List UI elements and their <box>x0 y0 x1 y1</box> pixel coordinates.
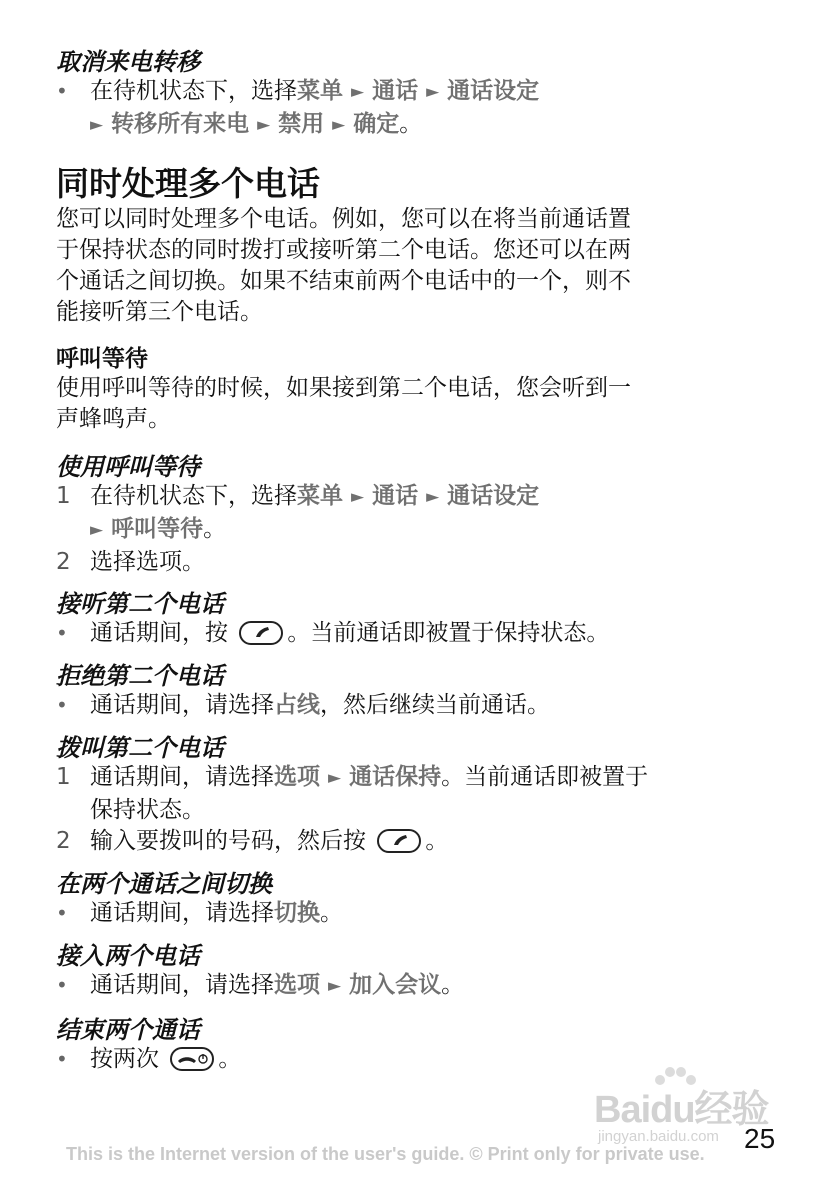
list-item: • 通话期间，按 。当前通话即被置于保持状态。 <box>56 618 772 649</box>
section-heading-multiple-calls: 同时处理多个电话 <box>56 164 320 203</box>
bullet: • <box>56 973 68 997</box>
paragraph-line: 声蜂鸣声。 <box>56 406 171 432</box>
list-item: • 通话期间，请选择切换。 <box>56 898 772 929</box>
paragraph-line: 使用呼叫等待的时候，如果接到第二个电话，您会听到一 <box>56 375 631 401</box>
list-item: • 按两次 。 <box>56 1044 772 1075</box>
step-number: 2 <box>56 549 71 575</box>
section-title-switch-calls: 在两个通话之间切换 <box>56 870 272 898</box>
arrow-icon: ► <box>351 82 365 102</box>
menu-path-item: 通话设定 <box>447 78 540 104</box>
menu-path-item: 加入会议 <box>349 972 442 998</box>
menu-path-item: 呼叫等待 <box>111 516 204 542</box>
arrow-icon: ► <box>328 976 342 996</box>
section-title-join-calls: 接入两个电话 <box>56 942 200 970</box>
menu-path-item: 通话 <box>372 483 419 509</box>
menu-path-item: 占线 <box>274 692 320 718</box>
menu-path-item: 通话保持 <box>349 764 442 790</box>
section-title-answer-second: 接听第二个电话 <box>56 590 224 618</box>
arrow-icon: ► <box>90 520 104 540</box>
menu-path-item: 禁用 <box>278 111 325 137</box>
section-title-use-call-waiting: 使用呼叫等待 <box>56 453 200 481</box>
menu-path-item: 菜单 <box>297 78 343 104</box>
step-number: 2 <box>56 828 71 854</box>
paragraph-line: 个通话之间切换。如果不结束前两个电话中的一个，则不 <box>56 268 631 294</box>
paragraph-line: 于保持状态的同时拨打或接听第二个电话。您还可以在两 <box>56 237 631 263</box>
menu-path-item: 菜单 <box>297 483 343 509</box>
end-key-icon <box>170 1047 214 1071</box>
menu-path-item: 切换 <box>274 900 320 926</box>
manual-page <box>56 48 772 1075</box>
menu-path-item: 转移所有来电 <box>111 111 250 137</box>
list-item: • 通话期间，请选择占线，然后继续当前通话。 <box>56 690 772 721</box>
list-item: 1 在待机状态下，选择菜单 ► 通话 ► 通话设定 ► 呼叫等待。 <box>56 481 772 547</box>
menu-path-item: 选项 <box>274 764 320 790</box>
arrow-icon: ► <box>426 487 440 507</box>
section-title-cancel-divert: 取消来电转移 <box>56 48 200 76</box>
bullet: • <box>56 693 68 717</box>
menu-path-item: 通话设定 <box>447 483 540 509</box>
call-key-icon <box>377 829 421 853</box>
arrow-icon: ► <box>351 487 365 507</box>
list-item: • 通话期间，请选择选项 ► 加入会议。 <box>56 970 772 1003</box>
call-key-icon <box>239 621 283 645</box>
section-title-make-second: 拨叫第二个电话 <box>56 734 224 762</box>
bullet: • <box>56 1047 68 1071</box>
list-item: 1 通话期间，请选择选项 ► 通话保持。当前通话即被置于 保持状态。 <box>56 762 772 826</box>
arrow-icon: ► <box>426 82 440 102</box>
section-heading-call-waiting: 呼叫等待 <box>56 346 148 372</box>
arrow-icon: ► <box>90 115 104 135</box>
arrow-icon: ► <box>332 115 346 135</box>
list-item: 2 选择选项。 <box>56 547 772 578</box>
step-number: 1 <box>56 483 71 509</box>
menu-path-item: 选项 <box>274 972 320 998</box>
bullet: • <box>56 901 68 925</box>
list-item: • 在待机状态下，选择菜单 ► 通话 ► 通话设定 ► 转移所有来电 ► 禁用 ► 确定。 <box>56 76 772 142</box>
bullet: • <box>56 79 68 103</box>
bullet: • <box>56 621 68 645</box>
arrow-icon: ► <box>257 115 271 135</box>
list-item: 2 输入要拨叫的号码，然后按 。 <box>56 826 772 857</box>
paragraph-line: 您可以同时处理多个电话。例如，您可以在将当前通话置 <box>56 206 631 232</box>
step-number: 1 <box>56 764 71 790</box>
arrow-icon: ► <box>328 768 342 788</box>
section-title-reject-second: 拒绝第二个电话 <box>56 662 224 690</box>
footer-note: This is the Internet version of the user's guide. © Print only for private use. <box>66 1144 705 1164</box>
paragraph-line: 能接听第三个电话。 <box>56 299 263 325</box>
page-number: 25 <box>744 1123 776 1154</box>
menu-path-item: 通话 <box>372 78 419 104</box>
watermark-logo: Baidu经验 <box>594 1089 769 1131</box>
watermark-url: jingyan.baidu.com <box>598 1128 719 1145</box>
section-title-end-calls: 结束两个通话 <box>56 1016 200 1044</box>
menu-path-item: 确定 <box>353 111 400 137</box>
